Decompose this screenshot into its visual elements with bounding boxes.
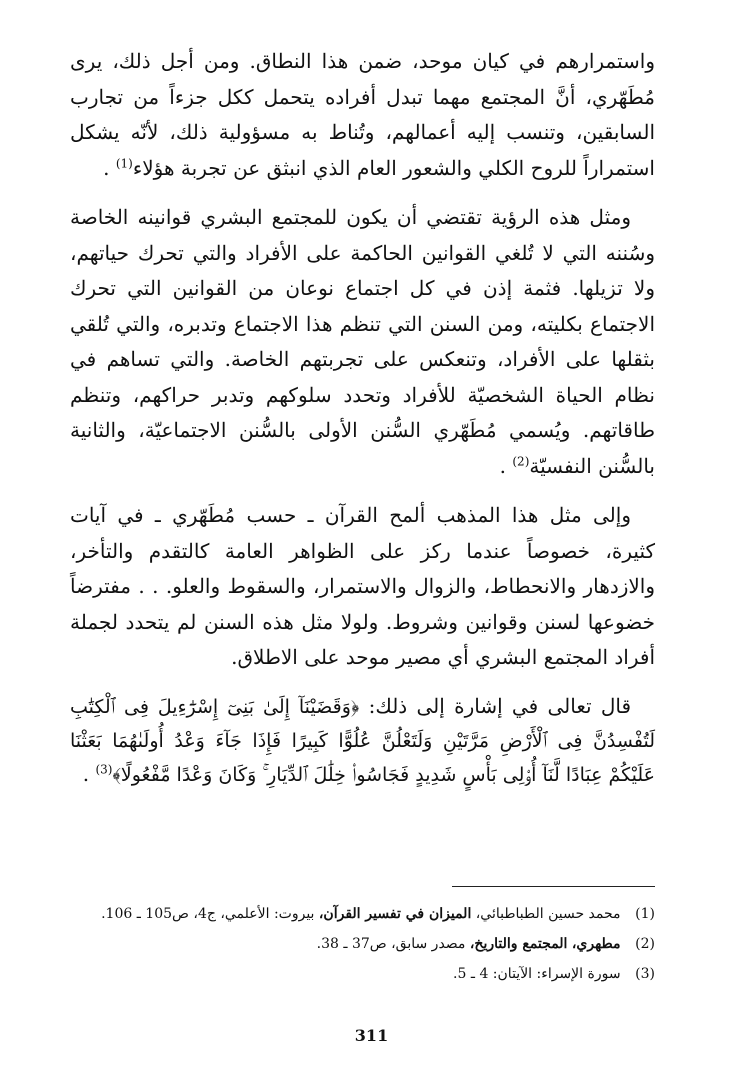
quran-verse: ﴿وَقَضَيْنَآ إِلَىٰ بَنِىٓ إِسْرَٰٓءِيلَ فِى ٱلْكِتَٰبِ لَتُفْسِدُنَّ فِى ٱلْأَرْضِ مَرَّتَيْنِ وَلَتَعْلُنَّ عُلُوًّا كَبِيرًا فَإِذَا جَآءَ وَعْدُ أُولَىٰهُمَا بَعَثْنَا عَلَيْكُمْ عِبَادًا لَّنَآ أُو۟لِى بَأْسٍ شَدِيدٍ فَجَاسُوا۟ خِلَٰلَ ٱلدِّيَارِ ۚ وَكَانَ وَعْدًا مَّفْعُولًا﴾: [70, 695, 655, 786]
quran-intro: قال تعالى في إشارة إلى ذلك:: [368, 693, 632, 718]
paragraph-2-text: ومثل هذه الرؤية تقتضي أن يكون للمجتمع البشري قوانينه الخاصة وسُننه التي لا تُلغي القوانين الحاكمة على الأفراد والتي تحرك حياتهم، ولا تزيلها. فثمة إذن في كل اجتماع نوعان من القوانين التي تحرك الاجتماع بكليته، ومن السنن التي تنظم هذا الاجتماع وتدبره، والتي تُلقي بثقلها على الأفراد، وتنعكس على تجربتهم الخاصة. والتي تساهم في نظام الحياة الشخصيّة للأفراد وتحدد سلوكهم وتدبر حراكهم، وتنظم طاقاتهم. ويُسمي مُطَهّري السُّنن الأولى بالسُّنن الاجتماعيّة، والثانية بالسُّنن النفسيّة: [70, 205, 655, 478]
paragraph-1-text: واستمرارهم في كيان موحد، ضمن هذا النطاق. ومن أجل ذلك، يرى مُطَهّري، أنَّ المجتمع مهما تبدل أفراده يتحمل ككل جزءاً من تجارب السابقين، وتنسب إليه أعمالهم، وتُناط به مسؤولية ذلك، لأنّه يشكل استمراراً للروح الكلي والشعور العام الذي انبثق عن تجربة هؤلاء: [70, 49, 655, 180]
paragraph-1-end: .: [103, 155, 110, 180]
footnote-details: مصدر سابق، ص37 ـ 38.: [316, 936, 466, 952]
footnote-title: المجتمع والتاريخ،: [469, 936, 568, 952]
footnote-author: مطهري،: [571, 936, 621, 952]
footnote-number: (2): [635, 936, 655, 952]
quran-paragraph: [70, 690, 655, 792]
paragraph-3: [70, 498, 655, 676]
footnotes: [95, 899, 655, 989]
footnote-divider: [452, 886, 655, 887]
paragraph-2-end: .: [499, 453, 506, 478]
paragraph-2: [70, 200, 655, 484]
footnote-author: محمد حسين الطباطبائي،: [475, 906, 621, 922]
footnote-ref-2: (2): [512, 453, 530, 468]
footnote-title: الميزان في تفسير القرآن،: [318, 906, 472, 922]
paragraph-1: [70, 44, 655, 186]
footnote-details: سورة الإسراء: الآيتان: 4 ـ 5.: [453, 966, 621, 982]
footnote-number: (3): [635, 966, 655, 982]
footnote-2: [95, 929, 655, 959]
paragraph-3-text: وإلى مثل هذا المذهب ألمح القرآن ـ حسب مُطَهّري ـ في آيات كثيرة، خصوصاً عندما ركز على الظواهر العامة كالتقدم والتأخر، والازدهار والانحطاط، والزوال والاستمرار، والسقوط والعلو. . . مفترضاً خضوعها لسنن وقوانين وشروط. ولولا مثل هذه السنن لم يتحدد لجملة أفراد المجتمع البشري أي مصير موحد على الاطلاق.: [70, 503, 655, 669]
quran-paragraph-end: .: [82, 761, 90, 786]
footnote-3: [95, 959, 655, 989]
footnote-details: بيروت: الأعلمي، ج4، ص105 ـ 106.: [101, 906, 315, 922]
footnote-ref-1: (1): [115, 155, 133, 170]
main-text: [70, 44, 655, 806]
page-number: 311: [354, 1026, 389, 1045]
footnote-number: (1): [635, 906, 655, 922]
footnote-ref-3: (3): [95, 761, 113, 776]
footnote-1: [95, 899, 655, 929]
